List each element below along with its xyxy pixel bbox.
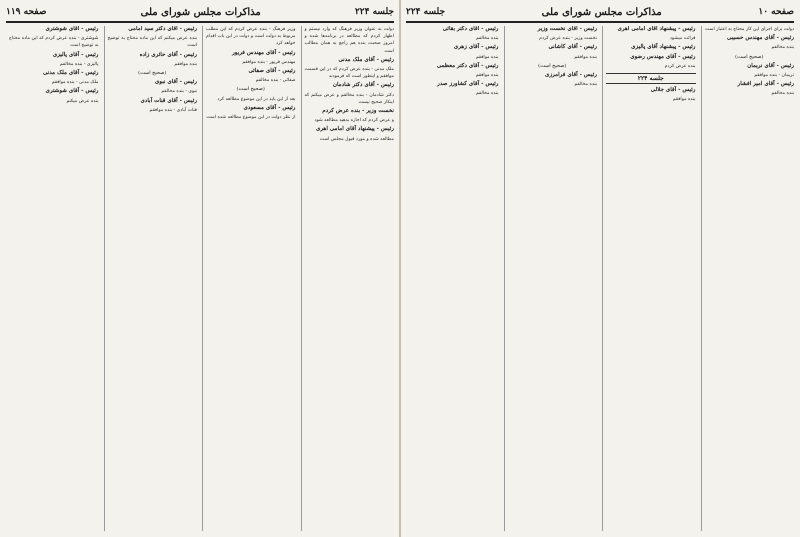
paragraph: ملک مدنی - بنده موافقم [51, 80, 99, 86]
paragraph: بنده موافقم [174, 61, 197, 67]
speaker-line: رئیس - آقای مهندس فریور [232, 49, 296, 56]
paragraph: نریمان - بنده موافقم [754, 73, 794, 79]
speaker-line: رئیس - آقای قنات آبادی [140, 97, 197, 104]
speaker-line: رئیس - آقای دکتر معظمی [436, 62, 499, 69]
right-page-header [406, 4, 794, 20]
speaker-line: رئیس - پیشنهاد آقای امامی اهری [315, 126, 394, 133]
speaker-line: رئیس - آقای ملک مدنی [338, 56, 394, 63]
paragraph: بنده مخالفم [574, 82, 597, 88]
speaker-line: رئیس - آقای نریمان [747, 62, 794, 69]
speaker-line: رئیس - آقای زهری [453, 44, 499, 51]
paragraph: مطالعه شده و مورد قبول مجلس است [319, 136, 394, 142]
paragraph: بنده عرض کردم [664, 63, 696, 69]
speaker-line: رئیس - آقای پالیزی [52, 51, 99, 58]
speaker-line: رئیس - آقای کاشانی [548, 44, 597, 51]
right-page-title: مذاکرات مجلس شورای ملی [541, 6, 662, 18]
text-column [202, 26, 296, 531]
speaker-line: رئیس - پیشنهاد آقای پالیزی [631, 44, 696, 51]
paragraph: قرائت میشود [669, 36, 696, 42]
paragraph: دکتر شادمان - بنده مخالفم و عرض میکنم که اینکار صحیح نیست [304, 92, 394, 105]
section-heading: جلسه ۲۲۴ [606, 73, 696, 84]
paragraph: بنده موافقم [475, 73, 499, 79]
text-column [104, 26, 198, 531]
header-rule [6, 21, 394, 23]
speaker-line: رئیس - آقای امیر افشار [737, 81, 794, 88]
left-session-number: جلسه ۲۲۴ [354, 7, 394, 17]
paragraph: بنده موافقم [574, 54, 597, 60]
paragraph: ملک مدنی - بنده عرض کردم که در این قسمت موافقم و اینطور است که فرمودند [304, 67, 394, 80]
left-page-header [6, 4, 394, 20]
paragraph: پالیزی - بنده مخالفم [59, 61, 99, 67]
header-rule [406, 21, 794, 23]
text-column [406, 26, 499, 531]
speaker-line: رئیس - آقای حائری زاده [139, 51, 197, 58]
paragraph: شوشتری - بنده عرض کردم که این ماده محتاج به توضیح است [9, 36, 99, 49]
text-column [301, 26, 395, 531]
paragraph: مهندس فریور - بنده موافقم [242, 59, 296, 65]
speaker-line: رئیس - آقای کشاورز صدر [437, 81, 499, 88]
text-column [6, 26, 99, 531]
speaker-line: رئیس - آقای شوشتری [45, 26, 99, 32]
paragraph: بنده مخالفم [771, 45, 794, 51]
text-column [504, 26, 598, 531]
paragraph: بنده مخالفم [475, 91, 499, 97]
paragraph: بنده موافقم [475, 54, 499, 60]
paragraph: بعد از این باید در این موضوع مطالعه کرد [217, 96, 296, 102]
right-page [400, 0, 800, 537]
paragraph: دولت برای اجرای این کار محتاج به اعتبار است [705, 27, 794, 32]
speaker-line: رئیس - پیشنهاد آقای امامی اهری [617, 26, 696, 32]
paragraph: نبوی - بنده مخالفم [161, 89, 197, 95]
speaker-line: رئیس - آقای مسعودی [243, 104, 296, 111]
speaker-line: رئیس - آقای شوشتری [45, 88, 99, 95]
right-columns [406, 26, 794, 531]
interjection: (صحیح است) [735, 53, 764, 60]
speaker-line: نخست وزیر - بنده عرض کردم [322, 108, 394, 115]
speaker-line: رئیس - آقای دکتر بقائی [442, 26, 499, 32]
text-column [701, 26, 795, 531]
paragraph: بنده مخالفم [771, 91, 794, 97]
right-page-number: صفحه ۱۰ [758, 7, 794, 17]
paragraph: دولت به عنوان وزیر فرهنگ که وارد نیستم و اظهار کردم که مطالعه در برنامه‌ها شده و امروز صحبت بنده هم راجع به همان مطالب است [304, 27, 394, 54]
interjection: (صحیح است) [138, 70, 167, 77]
left-page-title: مذاکرات مجلس شورای ملی [140, 6, 261, 18]
paragraph: بنده مخالفم [475, 36, 499, 42]
speaker-line: رئیس - آقای دکتر شادمان [332, 82, 394, 89]
speaker-line: رئیس - آقای مهندس رضوی [630, 53, 696, 60]
speaker-line: رئیس - آقای مهندس حسیبی [726, 35, 794, 42]
paragraph: صفائی - بنده مخالفم [255, 78, 296, 84]
right-session-number: جلسه ۲۲۴ [406, 7, 446, 17]
paragraph: بنده عرض میکنم که این ماده محتاج به توضیح است [107, 36, 197, 49]
interjection: (صحیح است) [538, 62, 567, 69]
paragraph: قنات آبادی - بنده موافقم [149, 107, 197, 113]
paragraph: وزیر فرهنگ - بنده عرض کردم که این مطلب مربوط به دولت است و دولت در این باب اقدام خواهد کرد [206, 27, 296, 47]
speaker-line: رئیس - آقای جلالی [650, 87, 696, 94]
speaker-line: رئیس - آقای نبوی [154, 79, 197, 86]
left-page-number: صفحه ۱۱۹ [6, 7, 47, 17]
speaker-line: رئیس - آقای صفائی [248, 68, 296, 75]
paragraph: و عرض کردم که اجازه بدهید مطالعه شود [314, 118, 394, 124]
paragraph: نخست وزیر - بنده عرض کردم [539, 36, 597, 42]
text-column [602, 26, 696, 531]
speaker-line: رئیس - آقای ملک مدنی [42, 70, 99, 77]
paragraph: از نظر دولت در این موضوع مطالعه شده است [206, 115, 296, 121]
paragraph: بنده عرض میکنم [66, 98, 99, 104]
speaker-line: رئیس - آقای نخست وزیر [537, 26, 597, 32]
interjection: (صحیح است) [236, 86, 265, 93]
speaker-line: رئیس - آقای دکتر سید امامی [128, 26, 197, 32]
paragraph: بنده موافقم [672, 97, 696, 103]
speaker-line: رئیس - آقای فرامرزی [544, 72, 597, 79]
left-columns [6, 26, 394, 531]
